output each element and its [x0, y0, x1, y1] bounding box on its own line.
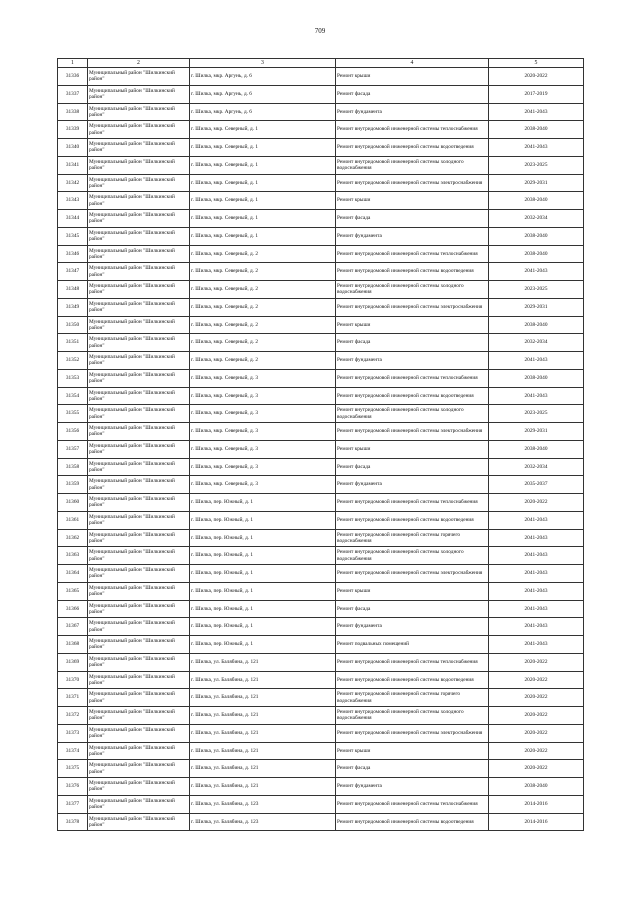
- table-row: [58, 600, 584, 618]
- period-cell: 2041-2043: [489, 103, 584, 121]
- period-cell: 2038-2040: [489, 192, 584, 210]
- work-type-cell: Ремонт внутридомовой инженерной системы горячего водоснабжения: [336, 529, 489, 547]
- municipality-cell: Муниципальный район "Шилкинский район": [88, 689, 190, 707]
- period-cell: 2020-2022: [489, 671, 584, 689]
- period-cell: 2038-2040: [489, 440, 584, 458]
- period-cell: 2038-2040: [489, 227, 584, 245]
- period-cell: 2032-2034: [489, 334, 584, 352]
- address-cell: г. Шилка, пер. Южный, д. 1: [190, 636, 336, 654]
- municipality-cell: Муниципальный район "Шилкинский район": [88, 760, 190, 778]
- period-cell: 2041-2043: [489, 263, 584, 281]
- table-row: [58, 298, 584, 316]
- address-cell: г. Шилка, мкр. Северный, д. 1: [190, 121, 336, 139]
- table-row: [58, 476, 584, 494]
- period-cell: 2014-2016: [489, 813, 584, 831]
- period-cell: 2038-2040: [489, 121, 584, 139]
- work-type-cell: Ремонт фасада: [336, 210, 489, 228]
- period-cell: 2020-2022: [489, 724, 584, 742]
- period-cell: 2041-2043: [489, 618, 584, 636]
- municipality-cell: Муниципальный район "Шилкинский район": [88, 582, 190, 600]
- table-row: [58, 263, 584, 281]
- table-row: [58, 636, 584, 654]
- municipality-cell: Муниципальный район "Шилкинский район": [88, 192, 190, 210]
- table-row: [58, 227, 584, 245]
- work-type-cell: Ремонт крыши: [336, 192, 489, 210]
- period-cell: 2041-2043: [489, 139, 584, 157]
- row-number-cell: 31369: [58, 653, 88, 671]
- table-row: [58, 582, 584, 600]
- period-cell: 2020-2022: [489, 494, 584, 512]
- work-type-cell: Ремонт фасада: [336, 760, 489, 778]
- municipality-cell: Муниципальный район "Шилкинский район": [88, 742, 190, 760]
- work-type-cell: Ремонт внутридомовой инженерной системы водоотведения: [336, 263, 489, 281]
- period-cell: 2041-2043: [489, 582, 584, 600]
- work-type-cell: Ремонт фундамента: [336, 352, 489, 370]
- row-number-cell: 31372: [58, 707, 88, 725]
- table-row: [58, 316, 584, 334]
- address-cell: г. Шилка, мкр. Северный, д. 2: [190, 245, 336, 263]
- address-cell: г. Шилка, мкр. Северный, д. 3: [190, 369, 336, 387]
- row-number-cell: 31348: [58, 281, 88, 299]
- municipality-cell: Муниципальный район "Шилкинский район": [88, 529, 190, 547]
- municipality-cell: Муниципальный район "Шилкинский район": [88, 298, 190, 316]
- address-cell: г. Шилка, мкр. Северный, д. 1: [190, 139, 336, 157]
- address-cell: г. Шилка, мкр. Северный, д. 3: [190, 405, 336, 423]
- table-row: [58, 192, 584, 210]
- row-number-cell: 31336: [58, 68, 88, 86]
- period-cell: 2020-2022: [489, 689, 584, 707]
- row-number-cell: 31371: [58, 689, 88, 707]
- table-row: [58, 103, 584, 121]
- row-number-cell: 31378: [58, 813, 88, 831]
- table-row: [58, 139, 584, 157]
- row-number-cell: 31343: [58, 192, 88, 210]
- municipality-cell: Муниципальный район "Шилкинский район": [88, 476, 190, 494]
- period-cell: 2029-2031: [489, 174, 584, 192]
- address-cell: г. Шилка, мкр. Аргунь, д. 6: [190, 85, 336, 103]
- period-cell: 2038-2040: [489, 369, 584, 387]
- address-cell: г. Шилка, мкр. Северный, д. 2: [190, 334, 336, 352]
- table-row: [58, 156, 584, 174]
- table-row: [58, 778, 584, 796]
- table-row: [58, 707, 584, 725]
- period-cell: 2038-2040: [489, 778, 584, 796]
- row-number-cell: 31373: [58, 724, 88, 742]
- period-cell: 2020-2022: [489, 68, 584, 86]
- address-cell: г. Шилка, мкр. Северный, д. 3: [190, 440, 336, 458]
- work-type-cell: Ремонт фундамента: [336, 227, 489, 245]
- work-type-cell: Ремонт крыши: [336, 742, 489, 760]
- table-row: [58, 352, 584, 370]
- municipality-cell: Муниципальный район "Шилкинский район": [88, 813, 190, 831]
- row-number-cell: 31360: [58, 494, 88, 512]
- address-cell: г. Шилка, пер. Южный, д. 1: [190, 529, 336, 547]
- address-cell: г. Шилка, мкр. Северный, д. 2: [190, 281, 336, 299]
- table-row: [58, 653, 584, 671]
- address-cell: г. Шилка, пер. Южный, д. 1: [190, 565, 336, 583]
- table-row: [58, 724, 584, 742]
- column-header: 4: [336, 59, 489, 68]
- work-type-cell: Ремонт внутридомовой инженерной системы электроснабжения: [336, 423, 489, 441]
- work-type-cell: Ремонт внутридомовой инженерной системы теплоснабжения: [336, 245, 489, 263]
- row-number-cell: 31362: [58, 529, 88, 547]
- work-type-cell: Ремонт крыши: [336, 440, 489, 458]
- row-number-cell: 31341: [58, 156, 88, 174]
- period-cell: 2014-2016: [489, 795, 584, 813]
- municipality-cell: Муниципальный район "Шилкинский район": [88, 671, 190, 689]
- period-cell: 2020-2022: [489, 760, 584, 778]
- work-type-cell: Ремонт крыши: [336, 68, 489, 86]
- table-row: [58, 210, 584, 228]
- table-row: [58, 440, 584, 458]
- municipality-cell: Муниципальный район "Шилкинский район": [88, 369, 190, 387]
- address-cell: г. Шилка, ул. Балябина, д. 121: [190, 760, 336, 778]
- row-number-cell: 31354: [58, 387, 88, 405]
- period-cell: 2041-2043: [489, 636, 584, 654]
- period-cell: 2020-2022: [489, 653, 584, 671]
- table-row: [58, 68, 584, 86]
- row-number-cell: 31356: [58, 423, 88, 441]
- municipality-cell: Муниципальный район "Шилкинский район": [88, 174, 190, 192]
- work-type-cell: Ремонт внутридомовой инженерной системы холодного водоснабжения: [336, 707, 489, 725]
- row-number-cell: 31337: [58, 85, 88, 103]
- period-cell: 2029-2031: [489, 423, 584, 441]
- row-number-cell: 31375: [58, 760, 88, 778]
- municipality-cell: Муниципальный район "Шилкинский район": [88, 281, 190, 299]
- table-row: [58, 423, 584, 441]
- address-cell: г. Шилка, ул. Балябина, д. 121: [190, 742, 336, 760]
- address-cell: г. Шилка, ул. Балябина, д. 121: [190, 671, 336, 689]
- work-type-cell: Ремонт внутридомовой инженерной системы теплоснабжения: [336, 653, 489, 671]
- municipality-cell: Муниципальный район "Шилкинский район": [88, 334, 190, 352]
- address-cell: г. Шилка, пер. Южный, д. 1: [190, 511, 336, 529]
- column-header: 1: [58, 59, 88, 68]
- table-row: [58, 85, 584, 103]
- work-type-cell: Ремонт внутридомовой инженерной системы холодного водоснабжения: [336, 547, 489, 565]
- row-number-cell: 31340: [58, 139, 88, 157]
- municipality-cell: Муниципальный район "Шилкинский район": [88, 511, 190, 529]
- period-cell: 2038-2040: [489, 316, 584, 334]
- work-type-cell: Ремонт внутридомовой инженерной системы водоотведения: [336, 671, 489, 689]
- work-type-cell: Ремонт внутридомовой инженерной системы холодного водоснабжения: [336, 281, 489, 299]
- address-cell: г. Шилка, мкр. Аргунь, д. 6: [190, 68, 336, 86]
- row-number-cell: 31339: [58, 121, 88, 139]
- row-number-cell: 31344: [58, 210, 88, 228]
- table-row: [58, 387, 584, 405]
- row-number-cell: 31363: [58, 547, 88, 565]
- address-cell: г. Шилка, мкр. Аргунь, д. 6: [190, 103, 336, 121]
- municipality-cell: Муниципальный район "Шилкинский район": [88, 724, 190, 742]
- row-number-cell: 31366: [58, 600, 88, 618]
- municipality-cell: Муниципальный район "Шилкинский район": [88, 440, 190, 458]
- table-row: [58, 405, 584, 423]
- address-cell: г. Шилка, мкр. Северный, д. 3: [190, 387, 336, 405]
- period-cell: 2041-2043: [489, 387, 584, 405]
- address-cell: г. Шилка, ул. Балябина, д. 121: [190, 724, 336, 742]
- period-cell: 2041-2043: [489, 511, 584, 529]
- work-type-cell: Ремонт внутридомовой инженерной системы водоотведения: [336, 813, 489, 831]
- work-type-cell: Ремонт фундамента: [336, 103, 489, 121]
- row-number-cell: 31359: [58, 476, 88, 494]
- address-cell: г. Шилка, мкр. Северный, д. 1: [190, 210, 336, 228]
- row-number-cell: 31357: [58, 440, 88, 458]
- page-number: 709: [314, 27, 326, 35]
- address-cell: г. Шилка, пер. Южный, д. 1: [190, 547, 336, 565]
- work-type-cell: Ремонт внутридомовой инженерной системы водоотведения: [336, 511, 489, 529]
- municipality-cell: Муниципальный район "Шилкинский район": [88, 405, 190, 423]
- address-cell: г. Шилка, мкр. Северный, д. 1: [190, 174, 336, 192]
- row-number-cell: 31361: [58, 511, 88, 529]
- municipality-cell: Муниципальный район "Шилкинский район": [88, 565, 190, 583]
- table-row: [58, 281, 584, 299]
- work-type-cell: Ремонт внутридомовой инженерной системы теплоснабжения: [336, 121, 489, 139]
- municipality-cell: Муниципальный район "Шилкинский район": [88, 778, 190, 796]
- row-number-cell: 31350: [58, 316, 88, 334]
- table-row: [58, 742, 584, 760]
- address-cell: г. Шилка, мкр. Северный, д. 2: [190, 263, 336, 281]
- municipality-cell: Муниципальный район "Шилкинский район": [88, 387, 190, 405]
- address-cell: г. Шилка, мкр. Северный, д. 2: [190, 298, 336, 316]
- work-type-cell: Ремонт внутридомовой инженерной системы электроснабжения: [336, 565, 489, 583]
- work-type-cell: Ремонт крыши: [336, 316, 489, 334]
- municipality-cell: Муниципальный район "Шилкинский район": [88, 458, 190, 476]
- address-cell: г. Шилка, мкр. Северный, д. 2: [190, 316, 336, 334]
- address-cell: г. Шилка, ул. Балябина, д. 121: [190, 707, 336, 725]
- work-type-cell: Ремонт фасада: [336, 85, 489, 103]
- municipality-cell: Муниципальный район "Шилкинский район": [88, 263, 190, 281]
- municipality-cell: Муниципальный район "Шилкинский район": [88, 600, 190, 618]
- table-row: [58, 369, 584, 387]
- row-number-cell: 31376: [58, 778, 88, 796]
- address-cell: г. Шилка, ул. Балябина, д. 123: [190, 813, 336, 831]
- address-cell: г. Шилка, ул. Балябина, д. 123: [190, 795, 336, 813]
- period-cell: 2032-2034: [489, 458, 584, 476]
- address-cell: г. Шилка, мкр. Северный, д. 1: [190, 156, 336, 174]
- municipality-cell: Муниципальный район "Шилкинский район": [88, 618, 190, 636]
- column-header: 5: [489, 59, 584, 68]
- row-number-cell: 31370: [58, 671, 88, 689]
- work-type-cell: Ремонт фундамента: [336, 778, 489, 796]
- table-row: [58, 334, 584, 352]
- municipality-cell: Муниципальный район "Шилкинский район": [88, 156, 190, 174]
- period-cell: 2017-2019: [489, 85, 584, 103]
- column-header: 3: [190, 59, 336, 68]
- repair-schedule-table: [57, 58, 584, 831]
- row-number-cell: 31345: [58, 227, 88, 245]
- column-header: 2: [88, 59, 190, 68]
- municipality-cell: Муниципальный район "Шилкинский район": [88, 227, 190, 245]
- row-number-cell: 31349: [58, 298, 88, 316]
- address-cell: г. Шилка, мкр. Северный, д. 3: [190, 476, 336, 494]
- row-number-cell: 31347: [58, 263, 88, 281]
- row-number-cell: 31377: [58, 795, 88, 813]
- period-cell: 2041-2043: [489, 529, 584, 547]
- period-cell: 2020-2022: [489, 742, 584, 760]
- address-cell: г. Шилка, мкр. Северный, д. 2: [190, 352, 336, 370]
- row-number-cell: 31368: [58, 636, 88, 654]
- municipality-cell: Муниципальный район "Шилкинский район": [88, 103, 190, 121]
- column-number-row: [58, 59, 584, 68]
- period-cell: 2041-2043: [489, 600, 584, 618]
- municipality-cell: Муниципальный район "Шилкинский район": [88, 245, 190, 263]
- period-cell: 2038-2040: [489, 245, 584, 263]
- municipality-cell: Муниципальный район "Шилкинский район": [88, 316, 190, 334]
- row-number-cell: 31353: [58, 369, 88, 387]
- period-cell: 2020-2022: [489, 707, 584, 725]
- period-cell: 2041-2043: [489, 547, 584, 565]
- table-row: [58, 813, 584, 831]
- period-cell: 2032-2034: [489, 210, 584, 228]
- row-number-cell: 31364: [58, 565, 88, 583]
- row-number-cell: 31352: [58, 352, 88, 370]
- work-type-cell: Ремонт внутридомовой инженерной системы электроснабжения: [336, 298, 489, 316]
- table-row: [58, 121, 584, 139]
- work-type-cell: Ремонт фундамента: [336, 618, 489, 636]
- municipality-cell: Муниципальный район "Шилкинский район": [88, 85, 190, 103]
- table-row: [58, 529, 584, 547]
- address-cell: г. Шилка, пер. Южный, д. 1: [190, 494, 336, 512]
- row-number-cell: 31342: [58, 174, 88, 192]
- table-row: [58, 565, 584, 583]
- table-row: [58, 458, 584, 476]
- period-cell: 2035-2037: [489, 476, 584, 494]
- work-type-cell: Ремонт фасада: [336, 334, 489, 352]
- work-type-cell: Ремонт внутридомовой инженерной системы горячего водоснабжения: [336, 689, 489, 707]
- work-type-cell: Ремонт внутридомовой инженерной системы теплоснабжения: [336, 369, 489, 387]
- period-cell: 2023-2025: [489, 156, 584, 174]
- work-type-cell: Ремонт подвальных помещений: [336, 636, 489, 654]
- address-cell: г. Шилка, пер. Южный, д. 1: [190, 618, 336, 636]
- row-number-cell: 31365: [58, 582, 88, 600]
- municipality-cell: Муниципальный район "Шилкинский район": [88, 653, 190, 671]
- work-type-cell: Ремонт внутридомовой инженерной системы холодного водоснабжения: [336, 156, 489, 174]
- municipality-cell: Муниципальный район "Шилкинский район": [88, 547, 190, 565]
- work-type-cell: Ремонт фасада: [336, 600, 489, 618]
- address-cell: г. Шилка, ул. Балябина, д. 121: [190, 689, 336, 707]
- address-cell: г. Шилка, пер. Южный, д. 1: [190, 582, 336, 600]
- table-row: [58, 618, 584, 636]
- row-number-cell: 31355: [58, 405, 88, 423]
- address-cell: г. Шилка, ул. Балябина, д. 121: [190, 778, 336, 796]
- municipality-cell: Муниципальный район "Шилкинский район": [88, 707, 190, 725]
- address-cell: г. Шилка, ул. Балябина, д. 121: [190, 653, 336, 671]
- work-type-cell: Ремонт внутридомовой инженерной системы теплоснабжения: [336, 795, 489, 813]
- municipality-cell: Муниципальный район "Шилкинский район": [88, 121, 190, 139]
- row-number-cell: 31367: [58, 618, 88, 636]
- municipality-cell: Муниципальный район "Шилкинский район": [88, 139, 190, 157]
- work-type-cell: Ремонт внутридомовой инженерной системы электроснабжения: [336, 724, 489, 742]
- work-type-cell: Ремонт внутридомовой инженерной системы холодного водоснабжения: [336, 405, 489, 423]
- work-type-cell: Ремонт внутридомовой инженерной системы водоотведения: [336, 139, 489, 157]
- work-type-cell: Ремонт фасада: [336, 458, 489, 476]
- address-cell: г. Шилка, мкр. Северный, д. 1: [190, 227, 336, 245]
- table-row: [58, 795, 584, 813]
- table-row: [58, 760, 584, 778]
- row-number-cell: 31338: [58, 103, 88, 121]
- table-row: [58, 494, 584, 512]
- work-type-cell: Ремонт фундамента: [336, 476, 489, 494]
- work-type-cell: Ремонт внутридомовой инженерной системы водоотведения: [336, 387, 489, 405]
- table-body: [58, 68, 584, 831]
- municipality-cell: Муниципальный район "Шилкинский район": [88, 68, 190, 86]
- address-cell: г. Шилка, мкр. Северный, д. 3: [190, 458, 336, 476]
- period-cell: 2041-2043: [489, 352, 584, 370]
- table-row: [58, 547, 584, 565]
- work-type-cell: Ремонт внутридомовой инженерной системы теплоснабжения: [336, 494, 489, 512]
- address-cell: г. Шилка, пер. Южный, д. 1: [190, 600, 336, 618]
- period-cell: 2023-2025: [489, 405, 584, 423]
- municipality-cell: Муниципальный район "Шилкинский район": [88, 352, 190, 370]
- address-cell: г. Шилка, мкр. Северный, д. 1: [190, 192, 336, 210]
- work-type-cell: Ремонт внутридомовой инженерной системы электроснабжения: [336, 174, 489, 192]
- period-cell: 2023-2025: [489, 281, 584, 299]
- work-type-cell: Ремонт крыши: [336, 582, 489, 600]
- municipality-cell: Муниципальный район "Шилкинский район": [88, 795, 190, 813]
- table-row: [58, 174, 584, 192]
- municipality-cell: Муниципальный район "Шилкинский район": [88, 423, 190, 441]
- municipality-cell: Муниципальный район "Шилкинский район": [88, 210, 190, 228]
- period-cell: 2041-2043: [489, 565, 584, 583]
- address-cell: г. Шилка, мкр. Северный, д. 3: [190, 423, 336, 441]
- period-cell: 2029-2031: [489, 298, 584, 316]
- row-number-cell: 31346: [58, 245, 88, 263]
- table-row: [58, 689, 584, 707]
- municipality-cell: Муниципальный район "Шилкинский район": [88, 636, 190, 654]
- table-row: [58, 245, 584, 263]
- row-number-cell: 31358: [58, 458, 88, 476]
- row-number-cell: 31351: [58, 334, 88, 352]
- table-row: [58, 671, 584, 689]
- table-row: [58, 511, 584, 529]
- row-number-cell: 31374: [58, 742, 88, 760]
- municipality-cell: Муниципальный район "Шилкинский район": [88, 494, 190, 512]
